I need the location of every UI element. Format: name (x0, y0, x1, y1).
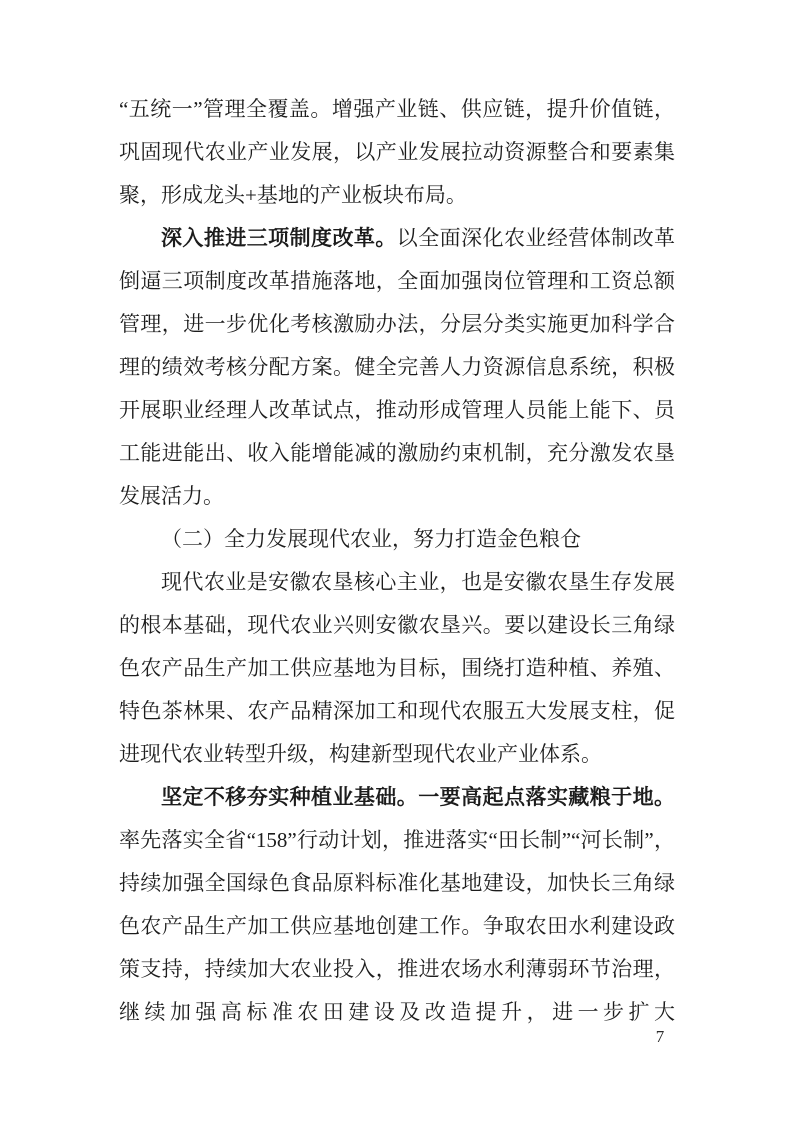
paragraph (119, 561, 675, 776)
paragraph-text: （二）全力发展现代农业，努力打造金色粮仓 (161, 527, 581, 551)
section-heading (119, 518, 675, 561)
paragraph-text: 现代农业是安徽农垦核心主业，也是安徽农垦生存发展的根本基础，现代农业兴则安徽农垦兴。要以建设长三角绿色农产品生产加工供应基地为目标，围绕打造种植、养殖、特色茶林果、农产品精深加工和现代农服五大发展支柱，促进现代农业转型升级，构建新型现代农业产业体系。 (119, 570, 675, 766)
document-body (119, 88, 675, 1034)
paragraph-lead: 坚定不移夯实种植业基础。一要高起点落实藏粮于地。 (161, 785, 675, 809)
paragraph (119, 217, 675, 518)
paragraph-text: “五统一”管理全覆盖。增强产业链、供应链，提升价值链，巩固现代农业产业发展，以产业发展拉动资源整合和要素集聚，形成龙头+基地的产业板块布局。 (119, 97, 675, 207)
paragraph (119, 776, 675, 1034)
paragraph-text: 率先落实全省“158”行动计划，推进落实“田长制”“河长制”，持续加强全国绿色食品原料标准化基地建设，加快长三角绿色农产品生产加工供应基地创建工作。争取农田水利建设政策支持，持续加大农业投入，推进农场水利薄弱环节治理，继续加强高标准农田建设及改造提升，进一步扩大 (119, 828, 675, 1024)
paragraph (119, 88, 675, 217)
page-number: 7 (655, 1027, 665, 1046)
paragraph-text: 以全面深化农业经营体制改革倒逼三项制度改革措施落地，全面加强岗位管理和工资总额管理，进一步优化考核激励办法，分层分类实施更加科学合理的绩效考核分配方案。健全完善人力资源信息系统，积极开展职业经理人改革试点，推动形成管理人员能上能下、员工能进能出、收入能增能减的激励约束机制，充分激发农垦发展活力。 (119, 226, 676, 508)
paragraph-lead: 深入推进三项制度改革。 (161, 226, 397, 250)
